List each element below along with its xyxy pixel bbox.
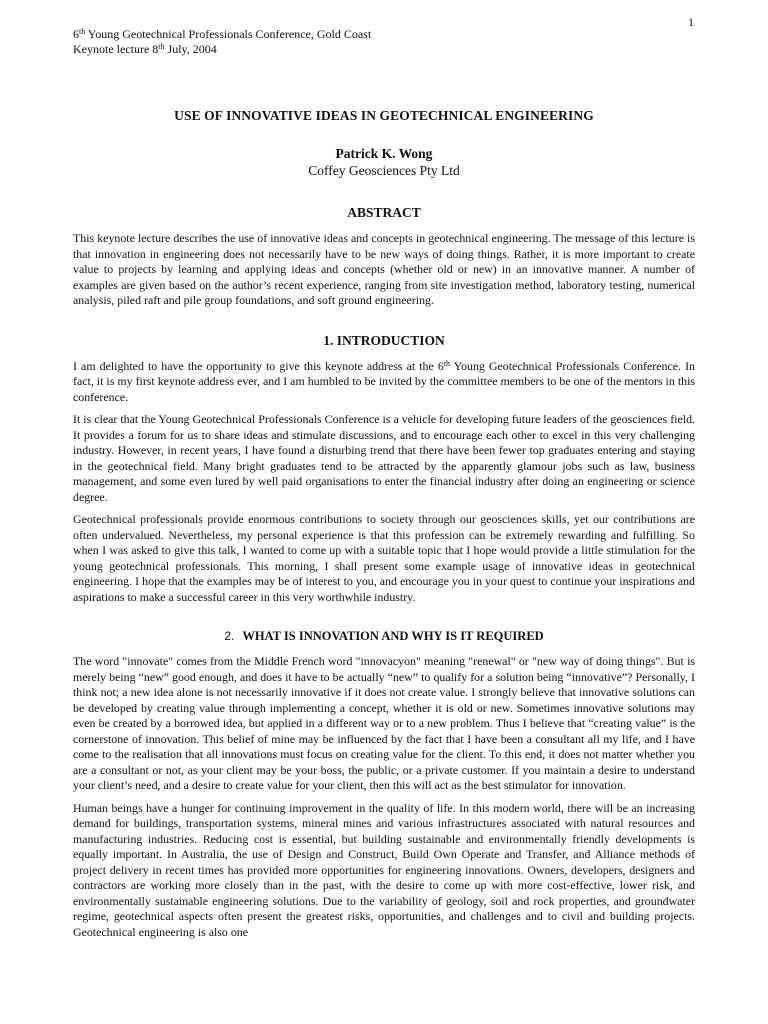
- author-affiliation: Coffey Geosciences Pty Ltd: [308, 163, 460, 178]
- abstract-text: This keynote lecture describes the use of innovative ideas and concepts in geotechnical engineering. The message of this lecture is that innovation in engineering does not necessarily have to be new ways of doing things. Rather, it is more important to create value to projects by learning and applying ideas and concepts (whether old or new) in an innovative manner. A number of examples are given based on the author’s recent experience, ranging from site investigation method, laboratory testing, numerical analysis, piled raft and pile group foundations, and soft ground engineering.: [73, 231, 695, 307]
- paper-body: [73, 108, 695, 940]
- section-1-paragraph-3: Geotechnical professionals provide enormous contributions to society through our geosciences skills, yet our contributions are often undervalued. Nevertheless, my personal experience is that this profession can be extremely rewarding and fulfilling. So when I was asked to give this talk, I wanted to come up with a suitable topic that I hope would provide a little stimulation for the young geotechnical professionals. This morning, I shall present some example usage of innovative ideas in geotechnical engineering. I hope that the examples may be of interest to you, and encourage you in your quest to continue your inspirations and aspirations to make a successful career in this very worthwhile industry.: [73, 512, 695, 604]
- section-1-paragraph-1: I am delighted to have the opportunity to give this keynote address at the 6th Young Geotechnical Professionals Conference. In fact, it is my first keynote address ever, and I am humbled to be invited by the committee members to be one of the mentors in this conference.: [73, 358, 695, 404]
- section-2-title: WHAT IS INNOVATION AND WHY IS IT REQUIRED: [242, 629, 544, 643]
- section-2-number: 2.: [224, 629, 235, 643]
- running-header: [73, 27, 371, 57]
- section-1-heading: 1. INTRODUCTION: [323, 332, 445, 348]
- abstract-heading: ABSTRACT: [347, 205, 421, 220]
- paper-title: USE OF INNOVATIVE IDEAS IN GEOTECHNICAL ENGINEERING: [174, 108, 594, 123]
- page-number: 1: [688, 15, 694, 29]
- section-2-paragraph-2: Human beings have a hunger for continuing improvement in the quality of life. In this modern world, there will be an increasing demand for buildings, transportation systems, mineral mines and various infrastructures associated with natural resources and manufacturing industries. Reducing cost is essential, but building sustainable and environmentally friendly developments is equally important. In Australia, the use of Design and Construct, Build Own Operate and Transfer, and Alliance methods of project delivery in recent times has provided more opportunities for engineering innovations. Owners, developers, designers and contractors are working more closely than in the past, with the desire to come up with more cost-effective, lower risk, and environmentally sustainable engineering solutions. Due to the variability of geology, soil and rock properties, and groundwater regime, geotechnical aspects often present the greatest risks, opportunities, and challenges and to civil and building projects. Geotechnical engineering is also one: [73, 800, 695, 939]
- header-date-line: Keynote lecture 8th July, 2004: [73, 42, 217, 56]
- section-2-paragraph-1: The word "innovate" comes from the Middle French word "innovacyon" meaning "renewal" or "new way of doing things". But is merely being “new” good enough, and does it have to be actually “new” to qualify for a solution being “innovative”? Personally, I think not; a new idea alone is not necessarily innovative if it does not create value. I strongly believe that innovative solutions can be developed by creating value through implementing a concept, whether it is old or new. Sometimes innovative solutions may even be created by a borrowed idea, but applied in a different way or to a new problem. Thus I believe that “creating value” is the cornerstone of innovation. This belief of mine may be influenced by the fact that I have been a consultant all my life, and I have come to the realisation that all innovations must focus on creating value for the client. To this end, it does not matter whether you are a consultant or not, as your client may be your boss, the public, or a private customer. If you maintain a desire to understand your client’s need, and a desire to create value for your client, then this will act as the best stimulator for innovation.: [73, 654, 695, 792]
- author-name: Patrick K. Wong: [335, 146, 433, 161]
- section-1-paragraph-2: It is clear that the Young Geotechnical Professionals Conference is a vehicle for developing future leaders of the geosciences field. It provides a forum for us to share ideas and stimulate discussions, and to encourage each other to excel in this very challenging industry. However, in recent years, I have found a disturbing trend that there have been fewer top graduates entering and staying in the geotechnical field. Many bright graduates tend to be attracted by the apparently glamour jobs such as law, business management, and some even lured by well paid organisations to enter the financial industry after doing an engineering or science degree.: [73, 412, 695, 504]
- section-2-heading: [73, 629, 695, 644]
- header-conference-line: 6th Young Geotechnical Professionals Conference, Gold Coast: [73, 27, 372, 41]
